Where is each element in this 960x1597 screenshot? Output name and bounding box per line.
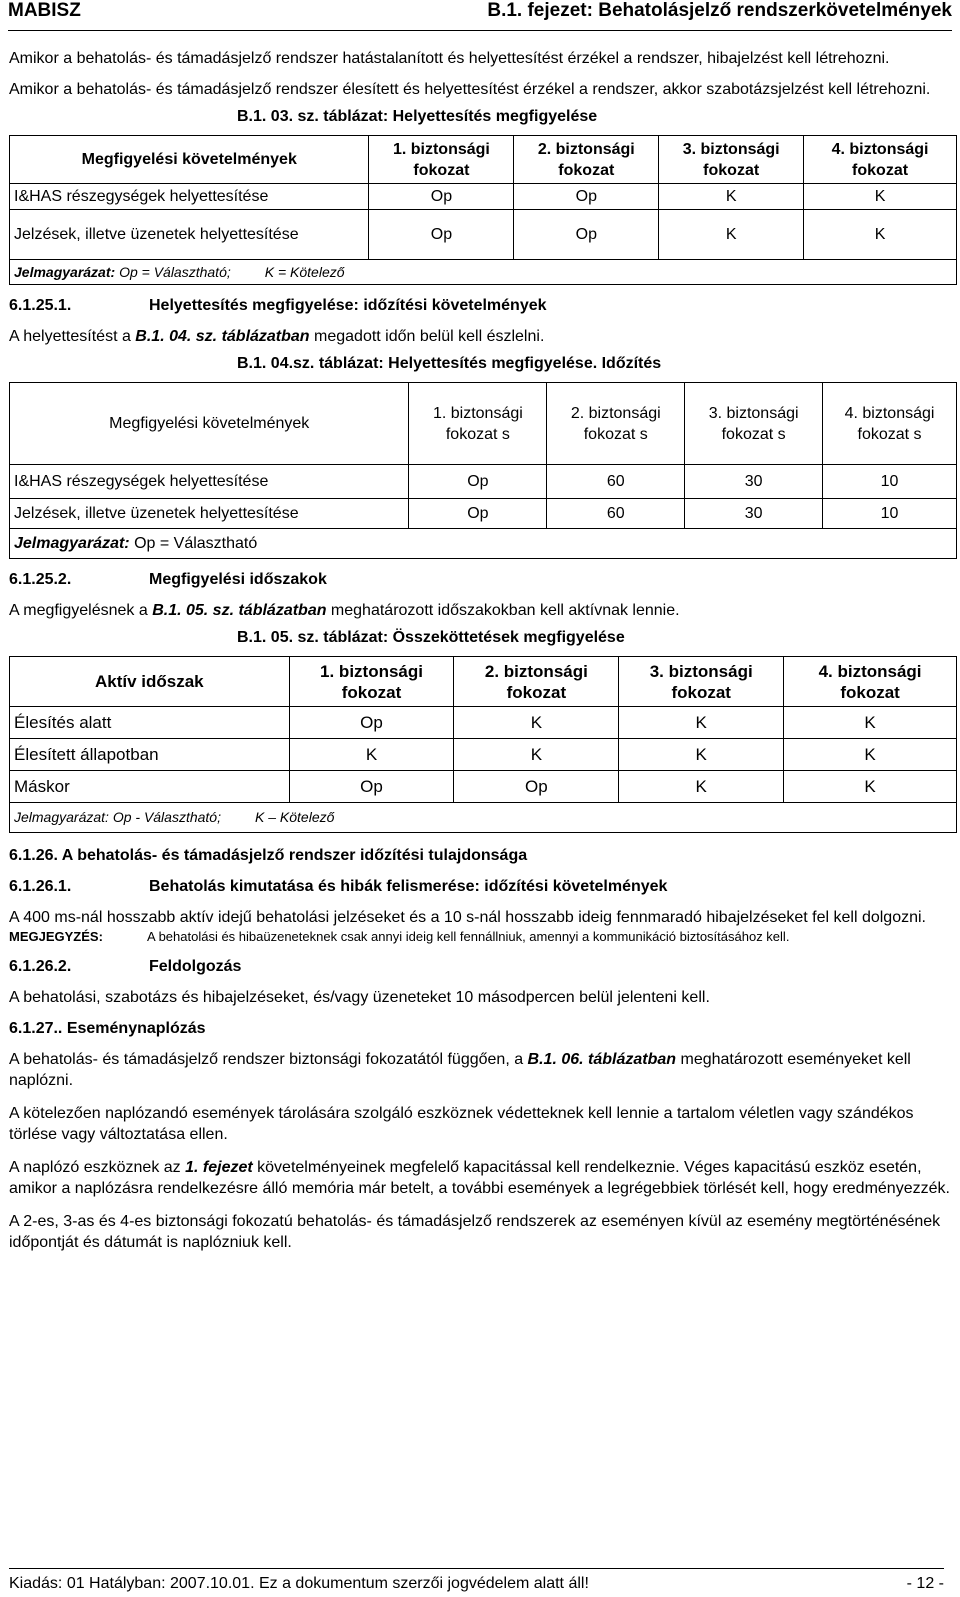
paragraph: A behatolási, szabotázs és hibajelzéseket, és/vagy üzeneteket 10 másodpercen belül jelenteni kell. — [9, 989, 710, 1006]
cell: 60 — [547, 499, 685, 529]
row-label: Élesítés alatt — [10, 707, 290, 739]
table-caption: B.1. 03. sz. táblázat: Helyettesítés megfigyelése — [237, 108, 598, 125]
paragraph: A kötelezően naplózandó események tárolására szolgáló eszköznek védetteknek kell lennie a tartalom véletlen vagy szándékos törlése vagy változtatása ellen. — [9, 1105, 914, 1143]
text: megadott időn belül kell észlelni. — [309, 328, 545, 345]
chapter-reference: 1. fejezet — [185, 1159, 253, 1176]
cell: K — [804, 210, 957, 260]
header-cell: 2. biztonsági fokozat — [454, 657, 619, 707]
header-cell: Megfigyelési követelmények — [10, 383, 409, 465]
table-caption: B.1. 04.sz. táblázat: Helyettesítés megfigyelése. Időzítés — [237, 355, 662, 372]
header-chapter: B.1. fejezet: Behatolásjelző rendszerkövetelmények — [487, 0, 952, 21]
cell: 60 — [547, 465, 685, 499]
legend-optional: Op = Választható; — [119, 263, 231, 280]
cell: Op — [369, 184, 514, 210]
page-header — [8, 0, 952, 31]
paragraph: Amikor a behatolás- és támadásjelző rendszer hatástalanított és helyettesítést érzékel a rendszer, hibajelzést kell létrehozni. — [9, 50, 890, 67]
cell: K — [289, 739, 454, 771]
note — [9, 928, 953, 946]
table-legend-row — [10, 803, 957, 833]
header-cell: 1. biztonsági fokozat s — [409, 383, 547, 465]
header-cell: Aktív időszak — [10, 657, 290, 707]
cell: Op — [369, 210, 514, 260]
legend — [10, 529, 957, 559]
section-heading — [9, 956, 953, 977]
header-cell: 1. biztonsági fokozat — [369, 136, 514, 184]
text: A helyettesítést a — [9, 328, 136, 345]
table-connection-monitoring — [9, 656, 957, 833]
paragraph: A 2-es, 3-as és 4-es biztonsági fokozatú behatolás- és támadásjelző rendszerek az eseményen kívül az esemény megtörténésének időpontját és dátumát is naplózniuk kell. — [9, 1213, 941, 1251]
table-caption: B.1. 05. sz. táblázat: Összeköttetések megfigyelése — [237, 629, 625, 646]
cell: K — [784, 771, 957, 803]
table-header-row — [10, 136, 957, 184]
cell: K — [659, 210, 804, 260]
header-cell: 1. biztonsági fokozat — [289, 657, 454, 707]
row-label: I&HAS részegységek helyettesítése — [10, 465, 409, 499]
table-reference: B.1. 04. sz. táblázatban — [135, 328, 310, 345]
header-cell: 4. biztonsági fokozat s — [823, 383, 957, 465]
header-cell: 3. biztonsági fokozat — [619, 657, 784, 707]
text: A behatolás- és támadásjelző rendszer biztonsági fokozatától függően, a — [9, 1051, 528, 1068]
cell: K — [454, 739, 619, 771]
cell: K — [659, 184, 804, 210]
table-substitution-monitoring — [9, 135, 957, 285]
section-heading — [9, 1018, 953, 1039]
cell: Op — [514, 184, 659, 210]
footer-issue: Kiadás: 01 Hatályban: 2007.10.01. Ez a dokumentum szerzői jogvédelem alatt áll! — [9, 1575, 589, 1592]
paragraph: Amikor a behatolás- és támadásjelző rendszer élesített és helyettesítést érzékel a rendszer, akkor szabotázsjelzést kell létrehozni. — [9, 81, 931, 98]
text: A naplózó eszköznek az — [9, 1159, 186, 1176]
table-row — [10, 707, 957, 739]
section-title: A behatolás- és támadásjelző rendszer időzítési tulajdonsága — [61, 847, 528, 864]
table-row — [10, 499, 957, 529]
header-cell: 3. biztonsági fokozat — [659, 136, 804, 184]
cell: K — [804, 184, 957, 210]
table-row — [10, 771, 957, 803]
cell: Op — [454, 771, 619, 803]
legend-mandatory: K = Kötelező — [264, 263, 345, 280]
cell: Op — [514, 210, 659, 260]
legend-key: Jelmagyarázat: — [14, 263, 116, 280]
header-cell: 4. biztonsági fokozat — [804, 136, 957, 184]
header-cell: 2. biztonsági fokozat s — [547, 383, 685, 465]
table-row — [10, 739, 957, 771]
cell: 30 — [685, 465, 823, 499]
row-label: Élesített állapotban — [10, 739, 290, 771]
cell: Op — [409, 465, 547, 499]
section-number: 6.1.25.1. — [9, 297, 72, 314]
cell: 10 — [823, 465, 957, 499]
header-cell: Megfigyelési követelmények — [10, 136, 369, 184]
section-heading — [9, 569, 953, 590]
table-reference: B.1. 05. sz. táblázatban — [152, 602, 327, 619]
row-label: I&HAS részegységek helyettesítése — [10, 184, 369, 210]
section-title: 6.1.27.. Eseménynaplózás — [9, 1020, 206, 1037]
table-header-row — [10, 383, 957, 465]
row-label: Jelzések, illetve üzenetek helyettesítése — [10, 210, 369, 260]
paragraph — [9, 600, 953, 621]
page-number: - 12 - — [906, 1575, 944, 1592]
table-row — [10, 184, 957, 210]
section-title: Helyettesítés megfigyelése: időzítési követelmények — [149, 297, 547, 314]
legend-mandatory: K – Kötelező — [255, 809, 335, 825]
cell: K — [619, 771, 784, 803]
cell: 10 — [823, 499, 957, 529]
row-label: Máskor — [10, 771, 290, 803]
paragraph — [9, 1157, 953, 1199]
note-key: MEGJEGYZÉS: — [9, 929, 103, 944]
table-row — [10, 465, 957, 499]
header-cell: 4. biztonsági fokozat — [784, 657, 957, 707]
paragraph — [9, 326, 953, 347]
section-title: Megfigyelési időszakok — [149, 571, 327, 588]
note-text: A behatolási és hibaüzeneteknek csak annyi ideig kell fennállniuk, amennyi a kommunikáció biztosításához kell. — [147, 929, 790, 944]
table-substitution-timing — [9, 382, 957, 559]
section-heading — [9, 295, 953, 316]
section-number: 6.1.26.2. — [9, 958, 72, 975]
section-number: 6.1.26.1. — [9, 878, 72, 895]
section-title: Behatolás kimutatása és hibák felismerése: időzítési követelmények — [149, 878, 668, 895]
table-row — [10, 210, 957, 260]
text: meghatározott időszakokban kell aktívnak lennie. — [326, 602, 680, 619]
cell: Op — [289, 771, 454, 803]
cell: K — [619, 739, 784, 771]
table-header-row — [10, 657, 957, 707]
text: A megfigyelésnek a — [9, 602, 153, 619]
cell: Op — [409, 499, 547, 529]
header-org: MABISZ — [8, 0, 81, 21]
paragraph: A 400 ms-nál hosszabb aktív idejű behatolási jelzéseket és a 10 s-nál hosszabb ideig fennmaradó hibajelzéseket fel kell dolgozni. — [9, 909, 926, 926]
header-cell: 2. biztonsági fokozat — [514, 136, 659, 184]
cell: K — [784, 707, 957, 739]
legend-key: Jelmagyarázat: — [14, 535, 130, 552]
section-title: Feldolgozás — [149, 958, 242, 975]
text: követelményeinek megfelelő kapacitással kell rendelkeznie. Véges kapacitású eszköz esetén, amikor a naplózásra rendelkezésre álló memória már betelt, a további események a legrégebbiek törlését kell, hogy eredményezzék. — [9, 1159, 950, 1197]
section-heading — [9, 876, 953, 897]
section-number: 6.1.25.2. — [9, 571, 72, 588]
cell: K — [619, 707, 784, 739]
legend-optional: Op = Választható — [134, 535, 258, 552]
cell: K — [784, 739, 957, 771]
table-legend-row — [10, 260, 957, 285]
cell: 30 — [685, 499, 823, 529]
cell: Op — [289, 707, 454, 739]
page-body — [9, 48, 953, 1253]
text: meghatározott eseményeket kell naplózni. — [9, 1051, 911, 1089]
row-label: Jelzések, illetve üzenetek helyettesítése — [10, 499, 409, 529]
legend — [10, 260, 957, 285]
legend — [10, 803, 957, 833]
paragraph — [9, 1049, 953, 1091]
page-footer — [9, 1568, 944, 1593]
table-legend-row — [10, 529, 957, 559]
legend-optional: Jelmagyarázat: Op - Választható; — [14, 809, 221, 825]
section-heading — [9, 845, 953, 866]
cell: K — [454, 707, 619, 739]
header-cell: 3. biztonsági fokozat s — [685, 383, 823, 465]
table-reference: B.1. 06. táblázatban — [527, 1051, 677, 1068]
section-number: 6.1.26. — [9, 847, 58, 864]
